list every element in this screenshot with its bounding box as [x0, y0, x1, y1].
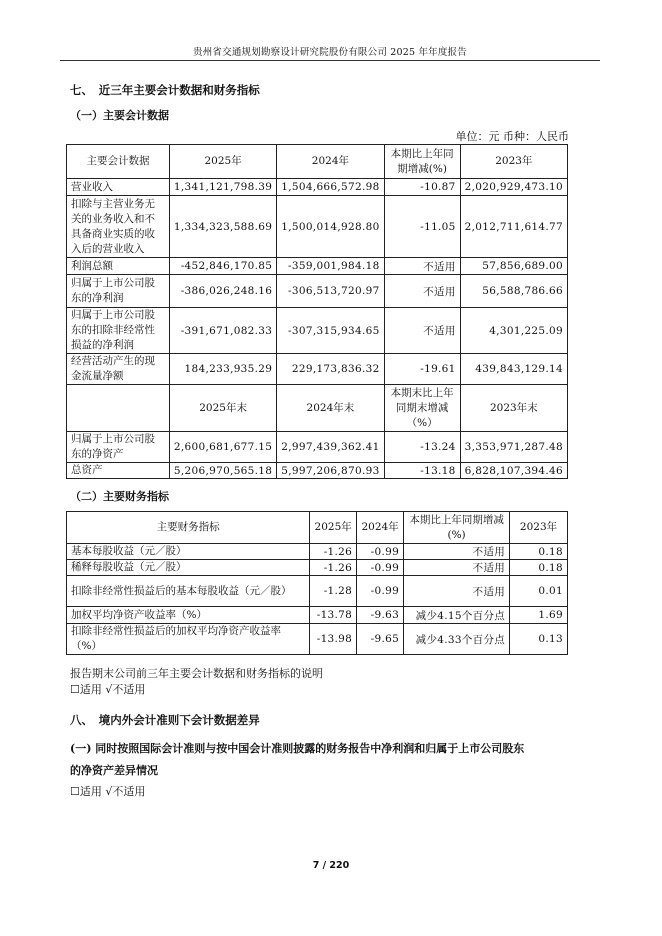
column-header: 2023年末 [460, 385, 567, 432]
cell-2023: 1.69 [510, 607, 568, 624]
cell-2023: 0.13 [510, 624, 568, 655]
cell-2023: 3,353,971,287.48 [460, 432, 567, 463]
cell-change: 不适用 [384, 258, 460, 275]
table-row [67, 432, 568, 463]
row-label: 经营活动产生的现金流量净额 [67, 354, 170, 385]
section-7-1-heading: （一）主要会计数据 [70, 109, 169, 122]
cell-change: -13.24 [384, 432, 460, 463]
column-header: 2025年 [169, 145, 276, 179]
table-row [67, 196, 568, 258]
cell-2025: -391,671,082.33 [169, 308, 276, 354]
table-subheader-row [67, 385, 568, 432]
cell-2024: 1,500,014,928.80 [277, 196, 384, 258]
cell-2025: 2,600,681,677.15 [169, 432, 276, 463]
cell-change: 不适用 [384, 308, 460, 354]
row-label: 归属于上市公司股东的净利润 [67, 275, 170, 308]
row-label: 归属于上市公司股东的净资产 [67, 432, 170, 463]
cell-2025: -452,846,170.85 [169, 258, 276, 275]
cell-2023: 439,843,129.14 [460, 354, 567, 385]
column-header: 2025年末 [169, 385, 276, 432]
row-label: 扣除非经常性损益后的基本每股收益（元／股） [67, 576, 310, 607]
table-row [67, 354, 568, 385]
cell-2024: -307,315,934.65 [277, 308, 384, 354]
cell-2023: 2,012,711,614.77 [460, 196, 567, 258]
report-header-title: 贵州省交通规划勘察设计研究院股份有限公司 2025 年年度报告 [193, 47, 467, 58]
row-label: 营业收入 [67, 179, 170, 196]
cell-2025: -13.98 [310, 624, 357, 655]
cell-2023: 57,856,689.00 [460, 258, 567, 275]
table-row [67, 179, 568, 196]
cell-2025: 1,341,121,798.39 [169, 179, 276, 196]
header-divider [60, 60, 600, 61]
table-row [67, 624, 568, 655]
cell-2023: 2,020,929,473.10 [460, 179, 567, 196]
row-label: 扣除与主营业务无关的业务收入和不具备商业实质的收入后的营业收入 [67, 196, 170, 258]
table-row [67, 576, 568, 607]
column-header: 主要会计数据 [67, 145, 170, 179]
cell-2025: 1,334,323,588.69 [169, 196, 276, 258]
cell-2023: 0.01 [510, 576, 568, 607]
column-header: 2023年 [460, 145, 567, 179]
cell-2024: -9.65 [357, 624, 404, 655]
section-8-heading: 八、 境内外会计准则下会计数据差异 [70, 713, 260, 727]
cell-2025: -1.26 [310, 544, 357, 560]
cell-2024: -0.99 [357, 544, 404, 560]
column-header: 本期比上年同期增减(%) [384, 145, 460, 179]
cell-2025: 184,233,935.29 [169, 354, 276, 385]
column-header: 2024年末 [277, 385, 384, 432]
cell-2024: -0.99 [357, 576, 404, 607]
cell-change: 减少4.15个百分点 [404, 607, 510, 624]
cell-2025: -1.26 [310, 560, 357, 576]
cell-2024: -359,001,984.18 [277, 258, 384, 275]
cell-change: 不适用 [404, 544, 510, 560]
row-label: 归属于上市公司股东的扣除非经常性损益的净利润 [67, 308, 170, 354]
cell-2024: 2,997,439,362.41 [277, 432, 384, 463]
column-header: 本期比上年同期增减(%) [404, 512, 510, 544]
column-header: 2024年 [357, 512, 404, 544]
cell-2024: 229,173,836.32 [277, 354, 384, 385]
row-label: 总资产 [67, 463, 170, 479]
section-8-1-heading-line1: (一) 同时按照国际会计准则与按中国会计准则披露的财务报告中净利润和归属于上市公司股东 [70, 742, 525, 755]
table-row [67, 275, 568, 308]
cell-2023: 0.18 [510, 560, 568, 576]
cell-change: -10.87 [384, 179, 460, 196]
unit-currency-note: 单位：元 币种：人民币 [455, 130, 569, 143]
page-number: 7 / 220 [312, 860, 350, 871]
table-header-row [67, 512, 568, 544]
cell-2025: -386,026,248.16 [169, 275, 276, 308]
section-7-2-heading: （二）主要财务指标 [70, 490, 169, 503]
applicability-indicator: ☐适用 √不适用 [70, 683, 146, 696]
column-header [67, 385, 170, 432]
column-header: 2023年 [510, 512, 568, 544]
cell-change: 不适用 [404, 560, 510, 576]
column-header: 本期末比上年同期末增减（%） [384, 385, 460, 432]
cell-change: 不适用 [404, 576, 510, 607]
explanation-note: 报告期末公司前三年主要会计数据和财务指标的说明 [70, 667, 323, 680]
cell-2023: 6,828,107,394.46 [460, 463, 567, 479]
cell-change: 减少4.33个百分点 [404, 624, 510, 655]
cell-2023: 56,588,786.66 [460, 275, 567, 308]
table-row [67, 258, 568, 275]
row-label: 稀释每股收益（元／股） [67, 560, 310, 576]
row-label: 扣除非经常性损益后的加权平均净资产收益率（%） [67, 624, 310, 655]
table-header-row [67, 145, 568, 179]
accounting-data-table [66, 144, 568, 479]
section-7-heading: 七、 近三年主要会计数据和财务指标 [70, 83, 260, 97]
cell-2025: -1.28 [310, 576, 357, 607]
table-row [67, 560, 568, 576]
table-row [67, 308, 568, 354]
row-label: 基本每股收益（元／股） [67, 544, 310, 560]
cell-2024: -0.99 [357, 560, 404, 576]
column-header: 主要财务指标 [67, 512, 310, 544]
section-8-1-heading-line2: 的净资产差异情况 [70, 764, 158, 777]
cell-change: -11.05 [384, 196, 460, 258]
column-header: 2025年 [310, 512, 357, 544]
table-row [67, 544, 568, 560]
cell-2023: 4,301,225.09 [460, 308, 567, 354]
cell-2025: -13.78 [310, 607, 357, 624]
table-row [67, 463, 568, 479]
cell-change: -13.18 [384, 463, 460, 479]
applicability-indicator: ☐适用 √不适用 [70, 785, 146, 798]
cell-change: 不适用 [384, 275, 460, 308]
cell-2024: -306,513,720.97 [277, 275, 384, 308]
cell-2024: -9.63 [357, 607, 404, 624]
cell-change: -19.61 [384, 354, 460, 385]
cell-2024: 1,504,666,572.98 [277, 179, 384, 196]
table-row [67, 607, 568, 624]
row-label: 加权平均净资产收益率（%） [67, 607, 310, 624]
cell-2023: 0.18 [510, 544, 568, 560]
row-label: 利润总额 [67, 258, 170, 275]
cell-2024: 5,997,206,870.93 [277, 463, 384, 479]
column-header: 2024年 [277, 145, 384, 179]
financial-indicators-table [66, 511, 568, 655]
cell-2025: 5,206,970,565.18 [169, 463, 276, 479]
